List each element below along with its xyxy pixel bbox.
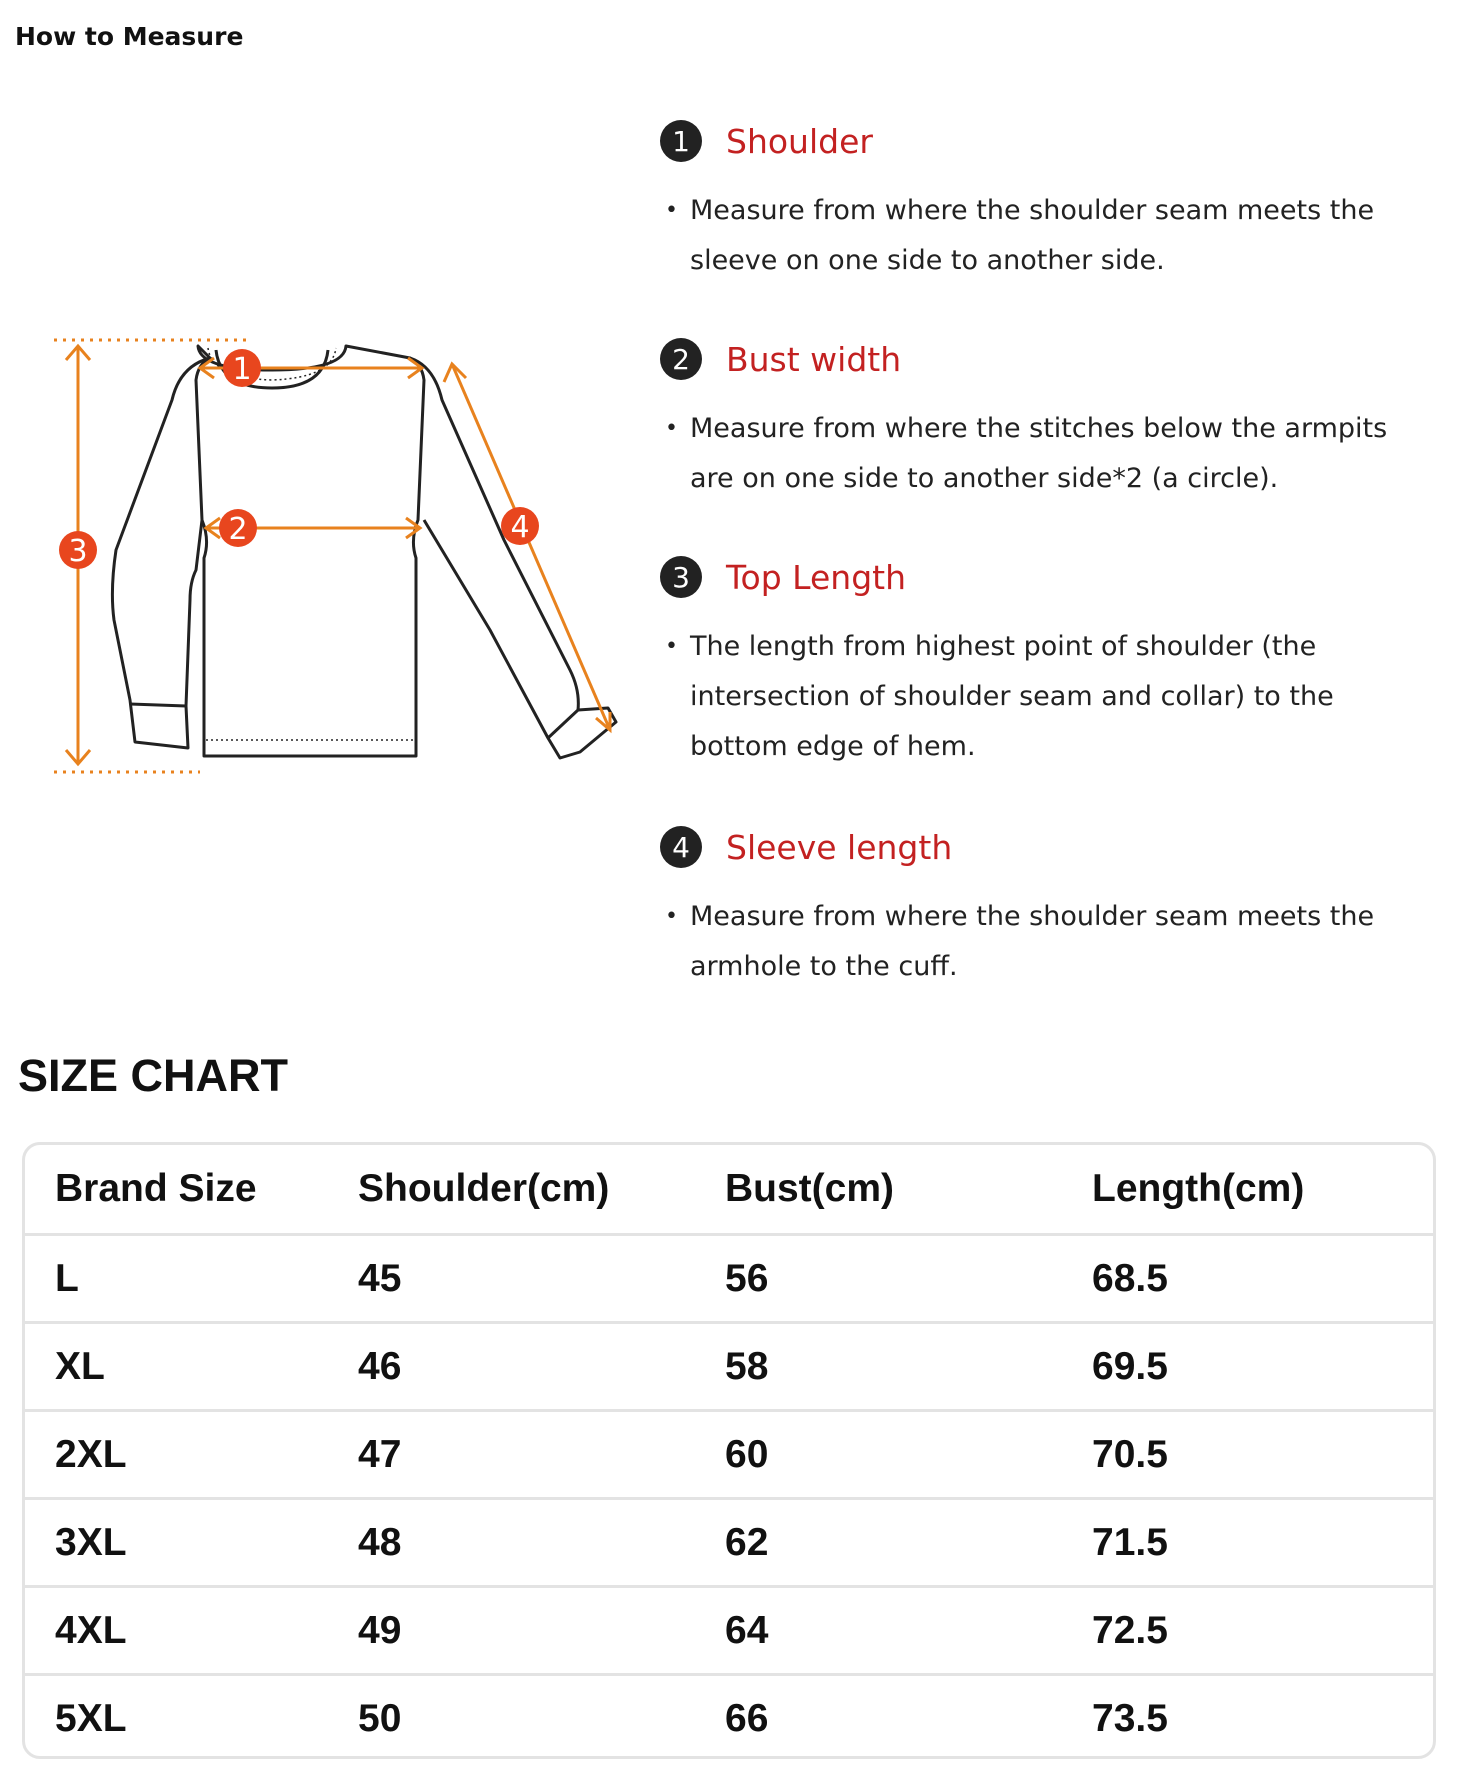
bullet: • <box>665 904 678 929</box>
step-text: The length from highest point of shoulder (the intersection of shoulder seam and collar) to the bottom edge of hem. <box>690 631 1334 762</box>
step-title: Bust width <box>726 339 902 379</box>
marker-2 <box>219 509 257 547</box>
svg-text:4: 4 <box>510 510 530 545</box>
measurement-steps <box>660 116 1420 1040</box>
svg-text:3: 3 <box>68 534 88 569</box>
cell-size: L <box>55 1256 79 1300</box>
bullet: • <box>665 634 678 659</box>
bullet: • <box>665 198 678 223</box>
cell-length: 70.5 <box>1092 1432 1168 1476</box>
size-chart-title: SIZE CHART <box>18 1050 288 1101</box>
cell-size: XL <box>55 1344 105 1388</box>
sweater-diagram <box>40 320 620 790</box>
step-title: Sleeve length <box>726 827 953 867</box>
cell-shoulder: 46 <box>358 1344 402 1388</box>
cell-length: 73.5 <box>1092 1696 1168 1740</box>
svg-text:2: 2 <box>228 512 248 547</box>
page-title: How to Measure <box>15 22 244 51</box>
marker-1 <box>223 349 261 387</box>
step-title: Top Length <box>726 557 907 597</box>
marker-4 <box>501 507 539 545</box>
header-bust: Bust(cm) <box>725 1167 895 1210</box>
table-row <box>25 1233 1433 1321</box>
step-text: Measure from where the shoulder seam meets the armhole to the cuff. <box>690 901 1375 982</box>
cell-length: 68.5 <box>1092 1256 1168 1300</box>
cell-shoulder: 48 <box>358 1520 402 1564</box>
cell-bust: 62 <box>725 1520 769 1564</box>
cell-length: 69.5 <box>1092 1344 1168 1388</box>
marker-3 <box>59 531 97 569</box>
step-bust-width <box>660 334 1420 552</box>
table-header-row <box>25 1145 1433 1233</box>
table-row <box>25 1673 1433 1759</box>
cell-bust: 64 <box>725 1608 769 1652</box>
step-shoulder <box>660 116 1420 334</box>
cell-shoulder: 49 <box>358 1608 402 1652</box>
step-title: Shoulder <box>726 121 873 161</box>
table-row <box>25 1409 1433 1497</box>
step-number-badge: 2 <box>660 338 702 380</box>
svg-text:1: 1 <box>232 352 252 387</box>
step-number-badge: 4 <box>660 826 702 868</box>
cell-size: 4XL <box>55 1608 127 1652</box>
table-row <box>25 1497 1433 1585</box>
cell-bust: 60 <box>725 1432 769 1476</box>
cell-bust: 66 <box>725 1696 769 1740</box>
size-chart-table <box>22 1142 1436 1759</box>
cell-length: 71.5 <box>1092 1520 1168 1564</box>
cell-shoulder: 45 <box>358 1256 402 1300</box>
cell-shoulder: 50 <box>358 1696 402 1740</box>
header-length: Length(cm) <box>1092 1167 1305 1210</box>
table-row <box>25 1585 1433 1673</box>
header-shoulder: Shoulder(cm) <box>358 1167 610 1210</box>
step-text: Measure from where the shoulder seam meets the sleeve on one side to another side. <box>690 195 1375 276</box>
step-number-badge: 3 <box>660 556 702 598</box>
cell-size: 3XL <box>55 1520 127 1564</box>
cell-size: 2XL <box>55 1432 127 1476</box>
step-description <box>660 892 1390 992</box>
bullet: • <box>665 416 678 441</box>
step-description <box>660 404 1390 504</box>
step-top-length <box>660 552 1420 822</box>
measurement-guides <box>54 340 610 772</box>
step-description <box>660 186 1390 286</box>
header-brand-size: Brand Size <box>55 1167 257 1210</box>
cell-shoulder: 47 <box>358 1432 402 1476</box>
sweater-outline <box>112 346 616 758</box>
cell-bust: 58 <box>725 1344 769 1388</box>
table-row <box>25 1321 1433 1409</box>
step-number-badge: 1 <box>660 120 702 162</box>
cell-length: 72.5 <box>1092 1608 1168 1652</box>
step-text: Measure from where the stitches below the armpits are on one side to another side*2 (a circle). <box>690 413 1388 494</box>
step-description <box>660 622 1390 772</box>
cell-size: 5XL <box>55 1696 127 1740</box>
step-sleeve-length <box>660 822 1420 1040</box>
cell-bust: 56 <box>725 1256 769 1300</box>
